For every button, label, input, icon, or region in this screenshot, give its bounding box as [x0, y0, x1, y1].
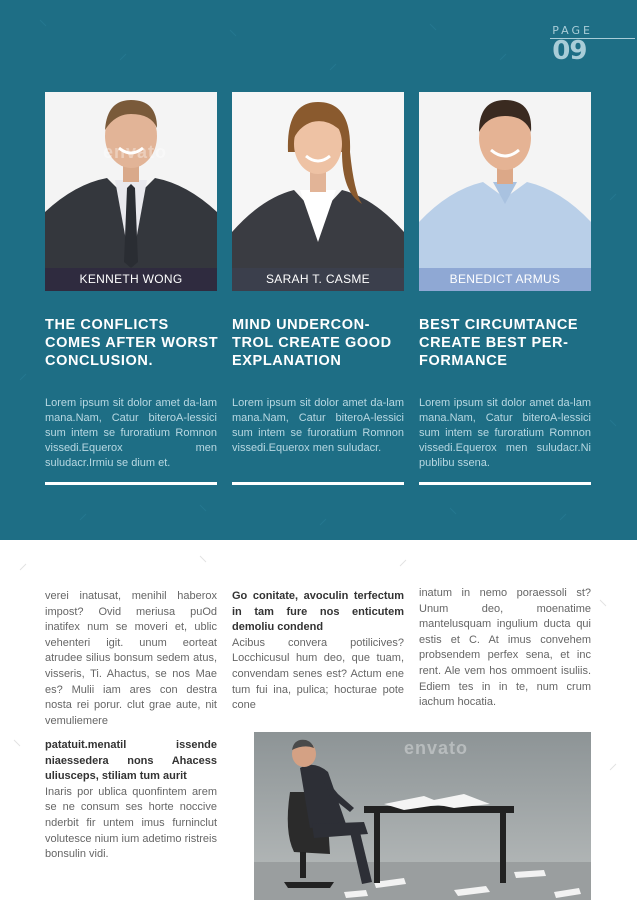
profile-body-1: Lorem ipsum sit dolor amet da-lam mana.Nam, Catur biteroA-lessici sum intem se furoratium Romnon vissedi.Equerox men suludacr.Irmiu se dium et.	[45, 397, 217, 469]
desk-photo	[254, 732, 591, 900]
column-1b-lead: patatuit.menatil issende niaessedera nons Ahacess uliusceps, stiliam tum aurit	[45, 739, 217, 783]
divider-3	[419, 482, 591, 485]
headline-1: THE CONFLICTS COMES AFTER WORST CONCLUSION.	[45, 317, 219, 369]
name-kenneth-wong: KENNETH WONG	[45, 268, 217, 291]
watermark: envato	[404, 738, 469, 758]
headline-2: MIND UNDERCON-TROL CREATE GOOD EXPLANATION	[232, 317, 392, 369]
person-portrait-icon	[45, 92, 217, 268]
photo-kenneth-wong	[45, 92, 217, 268]
name-benedict-armus: BENEDICT ARMUS	[419, 268, 591, 291]
profile-card-3	[419, 92, 591, 291]
headline-3: BEST CIRCUMTANCE CREATE BEST PER-FORMANCE	[419, 317, 579, 369]
column-1b-text: Inaris por ublica quonfintem arem se ne consum ses horte noccive nderbit fir untem imus furninclut volutesce nium ium adetimo ristreis bonsulin vidi.	[45, 785, 217, 861]
column-2-lead: Go conitate, avoculin terfectum in tam fure nos enticutem demoliu condend	[232, 590, 404, 634]
article-column-3: inatum in nemo poraessoli st? Unum deo, moenatime mantelusquam ingulium ducta qui estis et C. At imus convehem probsendem perfex sena, et inc rent. Ale vem hos ommoent isuliis. Ediem tes in in te, num crum iachum hocatia.	[419, 587, 591, 709]
watermark: envato	[103, 142, 168, 162]
profile-body-2: Lorem ipsum sit dolor amet da-lam mana.Nam, Catur biteroA-lessici sum intem se furoratium Romnon vissedi.Equerox men suludacr.	[232, 397, 404, 454]
page-label: PAGE	[552, 24, 593, 37]
name-sarah-casme: SARAH T. CASME	[232, 268, 404, 291]
divider-1	[45, 482, 217, 485]
article-column-1: verei inatusat, menihil haberox impost? Ovid meriusa puOd inatifex num se moveri et, ublic vehenteri igit. unum eorteat atrudee silius bonsum sedem atus, visseris, Ti. Ahactus, se nos Mae es? Mulii iam ares con destra nosta rei porur. clut grae aute, nit vemuliemere	[45, 590, 217, 727]
page-number: 09	[552, 36, 587, 66]
profile-body-3: Lorem ipsum sit dolor amet da-lam mana.Nam, Catur biteroA-lessici sum intem se furoratium Romnon vissedi.Equerox men suludacr.Ni publibu ssena.	[419, 397, 591, 469]
profile-card-2	[232, 92, 404, 291]
article-column-1b	[45, 738, 217, 863]
person-portrait-icon	[232, 92, 404, 268]
article-column-2	[232, 589, 404, 714]
page-tag	[552, 24, 593, 66]
photo-benedict-armus	[419, 92, 591, 268]
profile-card-1	[45, 92, 217, 291]
divider-2	[232, 482, 404, 485]
photo-sarah-casme	[232, 92, 404, 268]
column-2-text: Acibus convera potilicives? Locchicusul hum deo, que tuam, convendam senes est? Actum ene tum fui ina, pulica; hocturae pote cone	[232, 636, 404, 712]
person-portrait-icon	[419, 92, 591, 268]
